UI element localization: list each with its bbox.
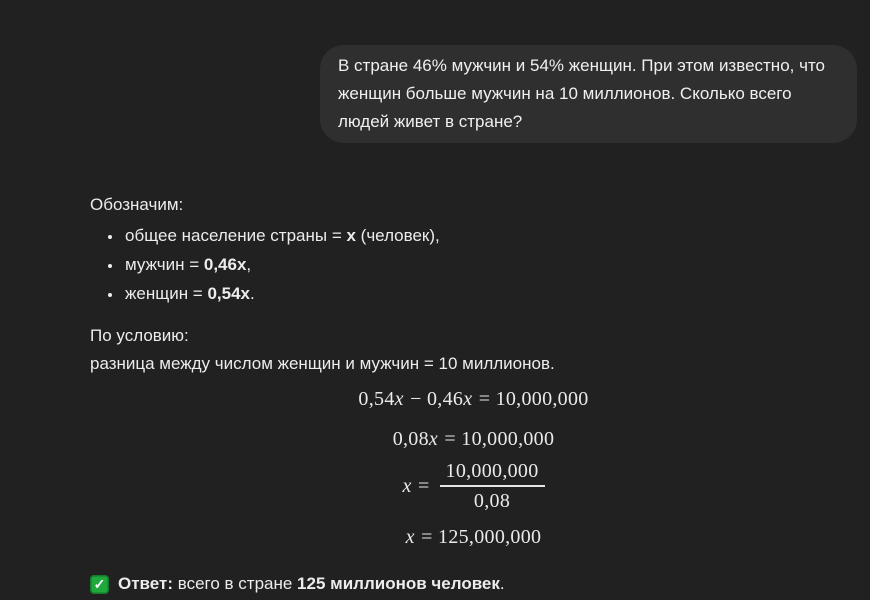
equation-fraction (90, 460, 857, 512)
equation-difference: 0,54x − 0,46x = 10,000,000 (358, 388, 589, 410)
answer-line (90, 570, 857, 598)
fraction-denominator: 0,08 (473, 490, 511, 512)
list-item-men: • мужчин = 0,46x, (123, 250, 857, 279)
condition-heading: По условию: (90, 326, 189, 345)
user-message-text: В стране 46% мужчин и 54% женщин. При этом известно, что женщин больше мужчин на 10 миллионов. Сколько всего людей живет в стране? (338, 56, 826, 131)
user-message-row (90, 0, 857, 143)
chat-column (90, 0, 857, 598)
condition-text: разница между числом женщин и мужчин = 10 миллионов. (90, 354, 555, 373)
assistant-message (90, 191, 857, 598)
notation-list (90, 221, 857, 308)
list-item-total-population: • общее население страны = x (человек), (123, 221, 857, 250)
check-icon: ✓ (90, 575, 109, 594)
fraction-numerator: 10,000,000 (440, 460, 545, 487)
equation-fraction-lhs: x = (402, 475, 430, 497)
fraction (440, 460, 545, 512)
list-item-women: • женщин = 0,54x. (123, 279, 857, 308)
answer-text: Ответ: всего в стране 125 миллионов человек. (118, 574, 505, 593)
equation-result: x = 125,000,000 (405, 526, 542, 548)
user-message-bubble (320, 45, 857, 143)
equation-simplified: 0,08x = 10,000,000 (392, 428, 555, 450)
intro-text: Обозначим: (90, 195, 184, 214)
